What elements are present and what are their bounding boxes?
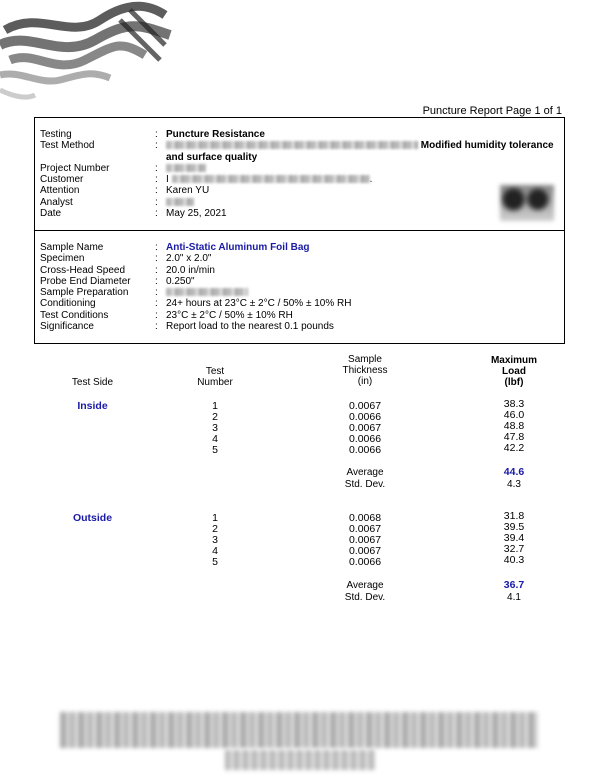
separator: :: [155, 265, 158, 276]
separator: :: [155, 129, 158, 140]
test-method-line2: and surface quality: [166, 152, 258, 163]
sample-label: Sample Preparation: [40, 287, 129, 298]
test-number: 3: [212, 534, 218, 546]
redacted-text: [172, 175, 370, 183]
group-label-inside: Inside: [77, 400, 108, 412]
separator: :: [155, 298, 158, 309]
sample-row-significance: [35, 321, 564, 333]
test-info-box: [34, 117, 565, 231]
sample-label: Significance: [40, 321, 94, 332]
thickness-value: 0.0066: [348, 444, 382, 456]
load-value: 46.0: [503, 409, 525, 421]
info-label: Customer: [40, 174, 84, 185]
test-number: 4: [212, 433, 218, 445]
sample-info-box: [34, 230, 565, 344]
sample-row-conditioning: [35, 298, 564, 310]
average-value: 44.6: [503, 466, 525, 478]
sample-label: Cross-Head Speed: [40, 265, 126, 276]
sample-label: Sample Name: [40, 242, 104, 253]
page-label: Puncture Report Page 1 of 1: [422, 105, 562, 117]
info-label: Attention: [40, 185, 80, 196]
separator: :: [155, 287, 158, 298]
load-value: 32.7: [503, 543, 525, 555]
group-label-outside: Outside: [72, 512, 113, 524]
sample-label: Conditioning: [40, 298, 96, 309]
redacted-signature-image: [500, 185, 554, 221]
info-label: Test Method: [40, 140, 95, 151]
info-value: [166, 140, 554, 152]
header-load-line2: Load: [502, 366, 526, 377]
sample-row-specimen: [35, 253, 564, 265]
header-thickness-line3: (in): [357, 376, 373, 387]
test-number: 2: [212, 411, 218, 423]
sample-label: Specimen: [40, 253, 85, 264]
separator: :: [155, 208, 158, 219]
separator: :: [155, 174, 158, 185]
test-number: 5: [212, 556, 218, 568]
redacted-text: [166, 141, 418, 149]
header-test-line1: Test: [205, 366, 225, 377]
test-number: 5: [212, 444, 218, 456]
info-value: Karen YU: [166, 185, 210, 196]
thickness-value: 0.0067: [348, 422, 382, 434]
header-thickness-line1: Sample: [348, 354, 382, 365]
load-value: 48.8: [503, 420, 525, 432]
company-logo-scribble: [0, 0, 175, 110]
load-value: 39.5: [503, 521, 525, 533]
test-method-tail: Modified humidity tolerance: [420, 140, 554, 151]
sample-value: Report load to the nearest 0.1 pounds: [166, 321, 334, 332]
average-value: 36.7: [503, 579, 525, 591]
load-value: 31.8: [503, 510, 525, 522]
info-row-test-method: [35, 140, 564, 152]
thickness-value: 0.0067: [348, 534, 382, 546]
sample-label: Probe End Diameter: [40, 276, 131, 287]
test-number: 1: [212, 400, 218, 412]
redacted-footer-address: [225, 750, 375, 770]
average-label: Average: [346, 467, 384, 478]
test-number: 1: [212, 512, 218, 524]
thickness-value: 0.0067: [348, 400, 382, 412]
separator: :: [155, 253, 158, 264]
load-value: 40.3: [503, 554, 525, 566]
sample-label: Test Conditions: [40, 310, 109, 321]
test-number: 2: [212, 523, 218, 535]
redacted-text: [166, 164, 206, 172]
customer-prefix: I: [166, 174, 169, 185]
redacted-text: [166, 198, 194, 206]
test-number: 4: [212, 545, 218, 557]
std-dev-label: Std. Dev.: [344, 479, 386, 490]
redacted-footer-text: [60, 712, 538, 748]
std-dev-value: 4.3: [507, 479, 521, 490]
info-value: May 25, 2021: [166, 208, 227, 219]
load-value: 47.8: [503, 431, 525, 443]
separator: :: [155, 310, 158, 321]
std-dev-value: 4.1: [507, 592, 521, 603]
info-row-attention: [35, 185, 564, 197]
separator: :: [155, 321, 158, 332]
header-test-side: Test Side: [71, 377, 114, 388]
std-dev-label: Std. Dev.: [344, 592, 386, 603]
customer-suffix: .: [369, 174, 373, 185]
thickness-value: 0.0066: [348, 411, 382, 423]
sample-value: 24+ hours at 23°C ± 2°C / 50% ± 10% RH: [166, 298, 352, 309]
sample-value: 23°C ± 2°C / 50% ± 10% RH: [166, 310, 293, 321]
thickness-value: 0.0068: [348, 512, 382, 524]
separator: :: [155, 242, 158, 253]
load-value: 38.3: [503, 398, 525, 410]
separator: :: [155, 140, 158, 151]
average-label: Average: [346, 580, 384, 591]
sample-value: 2.0" x 2.0": [166, 253, 212, 264]
thickness-value: 0.0066: [348, 556, 382, 568]
sample-value: 20.0 in/min: [166, 265, 215, 276]
separator: :: [155, 276, 158, 287]
header-test-line2: Number: [197, 377, 233, 388]
separator: :: [155, 197, 158, 208]
info-row-date: [35, 208, 564, 220]
info-value: Puncture Resistance: [166, 129, 265, 140]
load-value: 39.4: [503, 532, 525, 544]
sample-value: 0.250": [166, 276, 195, 287]
info-label: Project Number: [40, 163, 110, 174]
sample-name-value: Anti-Static Aluminum Foil Bag: [166, 242, 310, 253]
header-load-line3: (lbf): [504, 377, 524, 388]
header-load-line1: Maximum: [490, 355, 538, 366]
header-thickness-line2: Thickness: [342, 365, 388, 376]
thickness-value: 0.0066: [348, 433, 382, 445]
separator: :: [155, 185, 158, 196]
load-value: 42.2: [503, 442, 525, 454]
info-label: Analyst: [40, 197, 73, 208]
separator: :: [155, 163, 158, 174]
info-label: Testing: [40, 129, 72, 140]
thickness-value: 0.0067: [348, 545, 382, 557]
redacted-text: [166, 288, 248, 296]
info-label: Date: [40, 208, 62, 219]
test-number: 3: [212, 422, 218, 434]
thickness-value: 0.0067: [348, 523, 382, 535]
